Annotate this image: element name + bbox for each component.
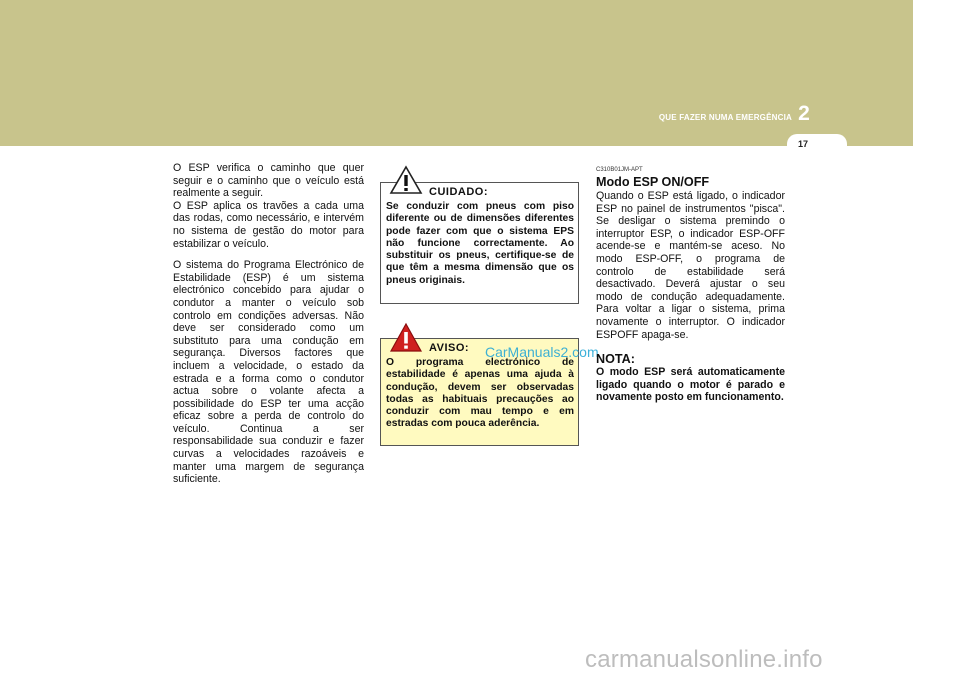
section-heading: Modo ESP ON/OFF [596,175,710,189]
section-title: QUE FAZER NUMA EMERGÊNCIA [658,113,792,122]
note-text: O modo ESP será automaticamente ligado quando o motor é parado e novamente posto em funcionamento. [596,366,785,404]
warning-triangle-icon [389,165,423,195]
left-paragraph-2: O ESP aplica os travões a cada uma das rodas, como necessário, e intervém no sistema de gestão do motor para estabilizar o veículo. [173,199,364,250]
left-paragraph-1: O ESP verifica o caminho que quer seguir e o caminho que o veículo está realmente a seguir. [173,162,364,200]
left-column [173,162,364,486]
warning-text: O programa electrónico de estabilidade é apenas uma ajuda à condução, devem ser observadas todas as habituais precauções ao conduzir com mau tempo e em estradas com pouca aderência. [386,357,574,430]
caution-title: CUIDADO: [429,186,488,198]
left-paragraph-3: O sistema do Programa Electrónico de Estabilidade (ESP) é um sistema electrónico concebido para ajudar o condutor a manter o veículo sob controlo em condições adversas. Não deve ser considerado como um substituto para uma condução em segurança. Diversos factores que incluem a velocidade, o estado da estrada e a forma como o condutor actua sobre o volante afecta a possibilidade do ESP ter uma acção eficaz sobre a perda de controlo do veículo. Continua a ser responsabilidade sua conduzir e fazer curvas a velocidades razoáveis e manter uma margem de segurança suficiente. [173,259,364,486]
caution-text: Se conduzir com pneus com piso diferente ou de dimensões diferentes pode fazer com que o sistema EPS não funcione correctamente. Ao substituir os pneus, certifique-se de que têm a mesma dimensão que os pneus originais. [386,201,574,286]
header-band [0,0,913,146]
chapter-number: 2 [798,102,810,125]
right-paragraph: Quando o ESP está ligado, o indicador ESP no painel de instrumentos "pisca". Se desligar o sistema premindo o interruptor ESP, o indicador ESP-OFF acende-se e mantém-se aceso. No modo ESP-OFF, o programa de controlo de estabilidade será desactivado. Deverá ajustar o seu modo de condução adequadamente. Para voltar a ligar o sistema, prima novamente o interruptor. O indicador ESPOFF apaga-se. [596,190,785,341]
right-column [596,166,785,404]
note-title: NOTA: [596,352,635,367]
doc-code: C310B01JM-APT [596,167,643,173]
warning-title: AVISO: [429,342,470,354]
page-number: 17 [797,139,808,149]
caution-box [380,182,579,304]
watermark-carmanualsonline[interactable]: carmanualsonline.info [585,646,823,673]
watermark-carmanuals2: CarManuals2.com [485,344,599,360]
warning-triangle-icon [389,322,423,353]
